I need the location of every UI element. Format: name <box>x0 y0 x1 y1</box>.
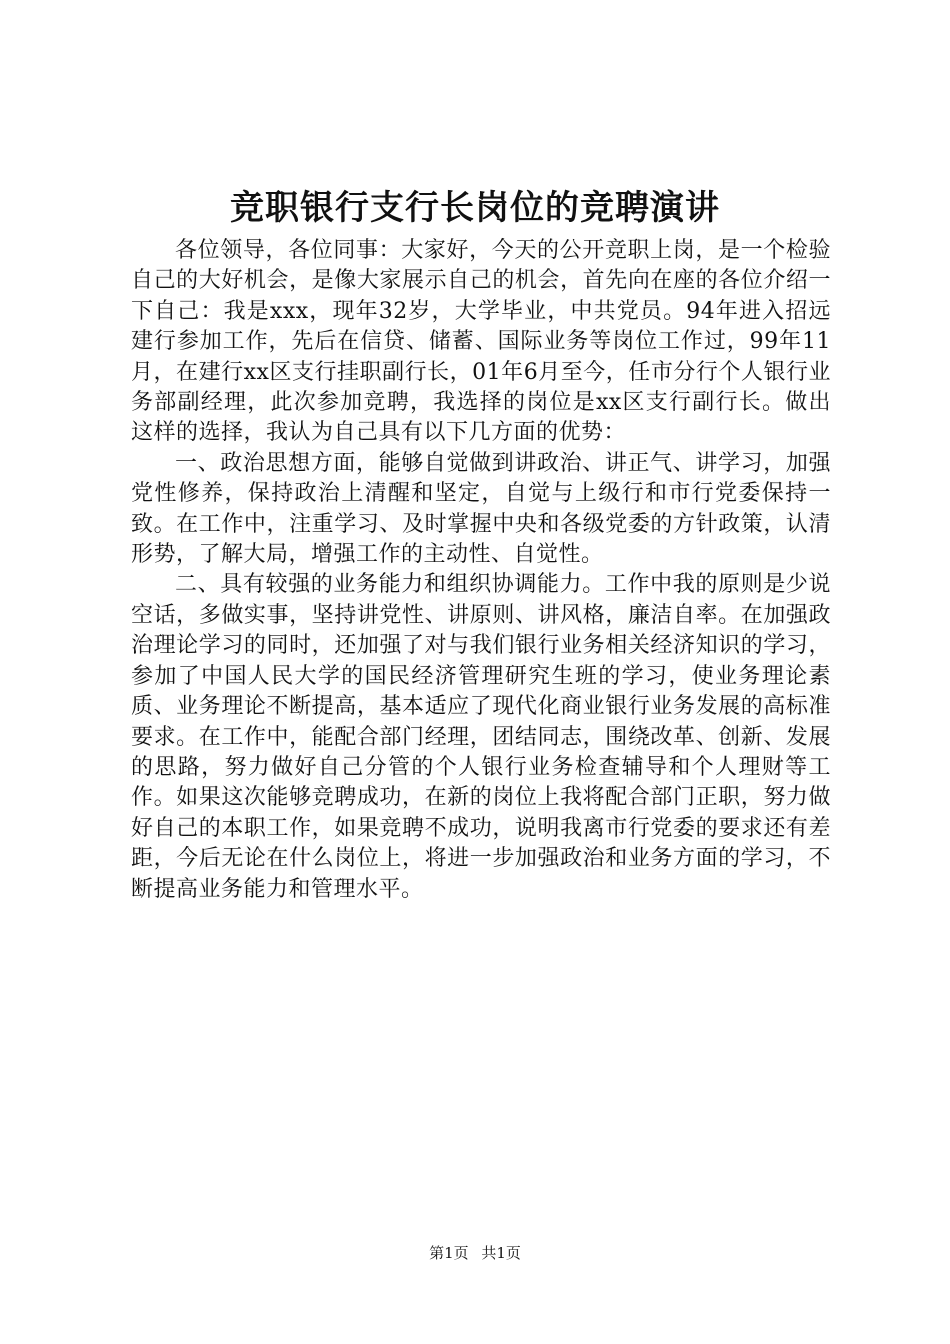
document-title: 竞职银行支行长岗位的竞聘演讲 <box>230 188 720 228</box>
paragraph-introduction: 各位领导，各位同事：大家好，今天的公开竞职上岗，是一个检验自己的大好机会，是像大家展示自己的机会，首先向在座的各位介绍一下自己：我是xxx，现年32岁，大学毕业，中共党员。94年进入招远建行参加工作，先后在信贷、储蓄、国际业务等岗位工作过，99年11月，在建行xx区支行挂职副行长，01年6月至今，任市分行个人银行业务部副经理，此次参加竞聘，我选择的岗位是xx区支行副行长。做出这样的选择，我认为自己具有以下几方面的优势： <box>131 238 831 446</box>
paragraph-business-ability: 二、具有较强的业务能力和组织协调能力。工作中我的原则是少说空话，多做实事，坚持讲党性、讲原则、讲风格，廉洁自率。在加强政治理论学习的同时，还加强了对与我们银行业务相关经济知识的学习，参加了中国人民大学的国民经济管理研究生班的学习，使业务理论素质、业务理论不断提高，基本适应了现代化商业银行业务发展的高标准要求。在工作中，能配合部门经理，团结同志，围绕改革、创新、发展的思路，努力做好自己分管的个人银行业务检查辅导和个人理财等工作。如果这次能够竞聘成功，在新的岗位上我将配合部门正职，努力做好自己的本职工作，如果竞聘不成功，说明我离市行党委的要求还有差距，今后无论在什么岗位上，将进一步加强政治和业务方面的学习，不断提高业务能力和管理水平。 <box>131 572 831 902</box>
document-body <box>131 236 831 905</box>
paragraph-political-thinking: 一、政治思想方面，能够自觉做到讲政治、讲正气、讲学习，加强党性修养，保持政治上清醒和坚定，自觉与上级行和市行党委保持一致。在工作中，注重学习、及时掌握中央和各级党委的方针政策，认清形势，了解大局，增强工作的主动性、自觉性。 <box>131 450 831 568</box>
page-number-current: 第1页 <box>429 1244 469 1262</box>
page-number-total: 共1页 <box>481 1244 521 1262</box>
page-footer <box>0 1243 950 1263</box>
